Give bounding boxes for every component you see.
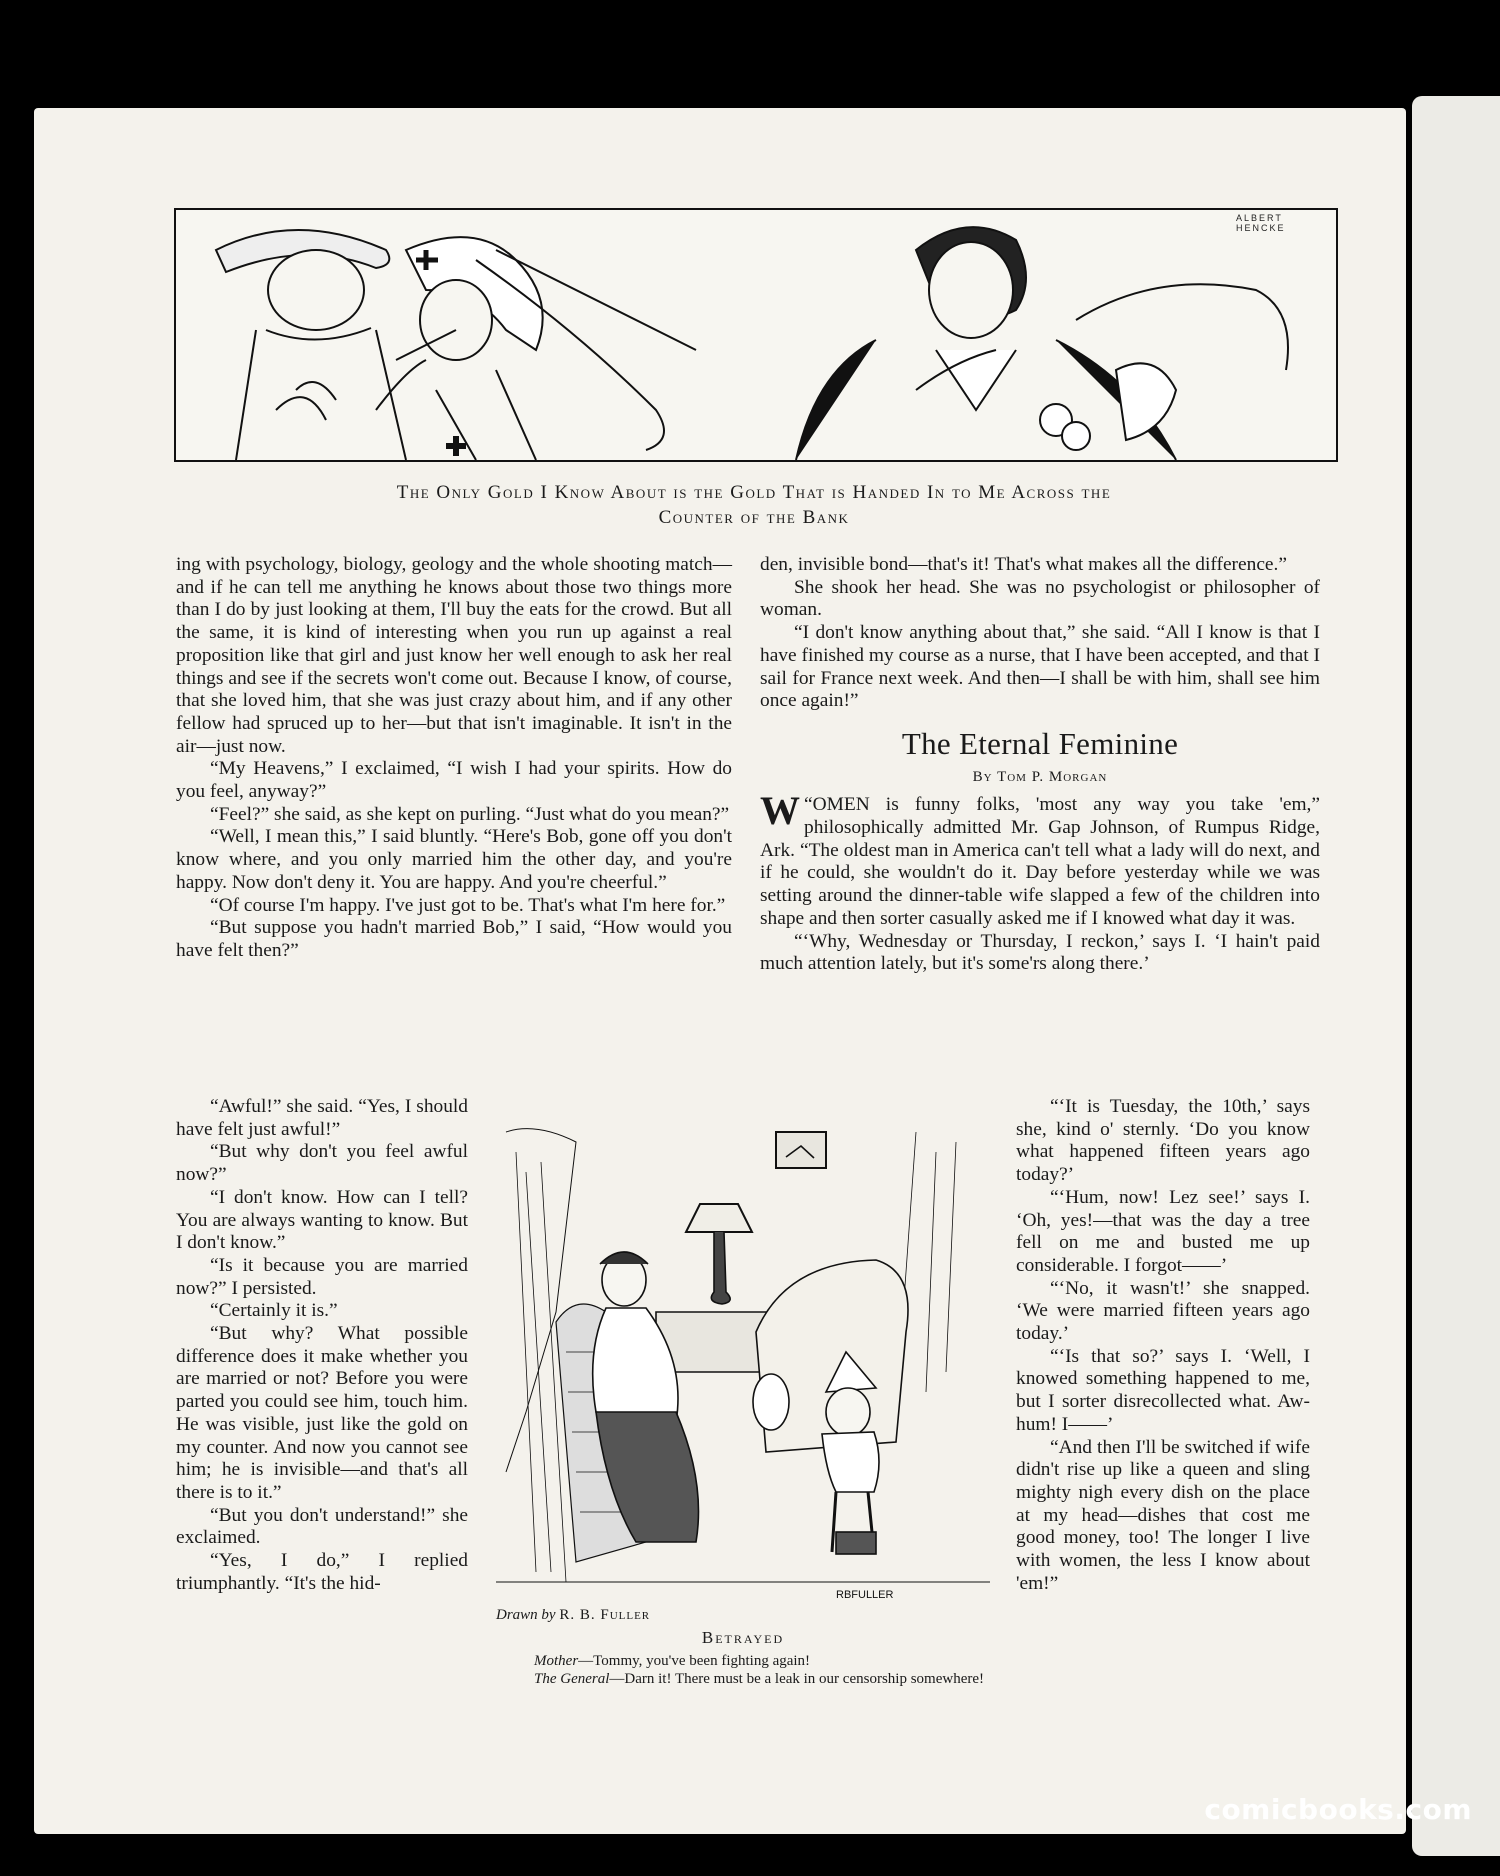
speaker-general: The General xyxy=(534,1671,610,1687)
paragraph: “But why? What possible difference does it make whether you are married or not? Before you were parted you could see him, touch him. He was visible, just like the gold on my counter. And now you cannot see him; he is invisible—and that's all there is to it.” xyxy=(176,1323,468,1503)
line-text: —Tommy, you've been fighting again! xyxy=(578,1653,811,1669)
paragraph: “But suppose you hadn't married Bob,” I said, “How would you have felt then?” xyxy=(176,917,732,961)
paragraph: “I don't know. How can I tell? You are always wanting to know. But I don't know.” xyxy=(176,1186,468,1254)
story-column-left-narrow xyxy=(176,1096,468,1595)
paragraph: “My Heavens,” I exclaimed, “I wish I had your spirits. How do you feel, anyway?” xyxy=(176,758,732,803)
article-byline: By Tom P. Morgan xyxy=(972,768,1108,785)
paragraph: “Yes, I do,” I replied triumphantly. “It's the hid- xyxy=(176,1550,468,1594)
paragraph: “‘Is that so?’ says I. ‘Well, I knowed something happened to me, but I sorter disrecollected what. Aw-hum! I——’ xyxy=(1016,1345,1310,1435)
paragraph: ing with psychology, biology, geology and the whole shooting match—and if he can tell me anything he knows about those two things more than I do by just looking at them, I'll buy the eats for the crowd. But all the same, it is kind of interesting when you run up against a real proposition like that girl and just know her well enough to ask her real things and see if the secrets won't come out. Because I know, of course, that she loved him, that she was just crazy about him, and if any other fellow had spruced up to her—but that isn't imaginable. It isn't in the air—just now. xyxy=(176,554,732,757)
paragraph: “I don't know anything about that,” she said. “All I know is that I have finished my course as a nurse, that I have been accepted, and that I sail for France next week. And then—I shall be with him, shall see him once again!” xyxy=(760,622,1320,712)
cartoon-credit xyxy=(496,1607,650,1624)
dialogue-line-1 xyxy=(534,1652,984,1670)
first-paragraph xyxy=(760,788,1320,930)
paragraph: “‘It is Tuesday, the 10th,’ says she, kind o' sternly. ‘Do you know what happened fifteen years ago today?’ xyxy=(1016,1096,1310,1186)
paragraph: “‘Why, Wednesday or Thursday, I reckon,’ says I. ‘I hain't paid much attention lately, but it's some'rs along there.’ xyxy=(760,930,1320,975)
artist-signature: ALBERT HENCKE xyxy=(1236,213,1286,233)
paragraph: “‘Hum, now! Lez see!’ says I. ‘Oh, yes!—that was the day a tree fell on me and busted me up considerable. I forgot——’ xyxy=(1016,1186,1310,1276)
banner-drawing xyxy=(176,210,1336,460)
facing-page-edge xyxy=(1412,96,1500,1856)
paragraph: “‘No, it wasn't!’ she snapped. ‘We were married fifteen years ago today.’ xyxy=(1016,1277,1310,1345)
paragraph: “But why don't you feel awful now?” xyxy=(176,1141,468,1186)
banner-illustration xyxy=(174,208,1338,462)
cartoon-illustration xyxy=(496,1112,990,1604)
story-column-right xyxy=(760,554,1320,976)
credit-name: R. B. Fuller xyxy=(559,1607,651,1623)
paragraph: “But you don't understand!” she exclaimed. xyxy=(176,1504,468,1549)
cartoon-title: Betrayed xyxy=(701,1628,785,1647)
story-column-right-narrow xyxy=(1016,1096,1310,1595)
first-paragraph-text: OMEN is funny folks, 'most any way you take 'em,” philosophically admitted Mr. Gap Johnson, of Rumpus Ridge, Ark. “The oldest man in America can't tell what a lady will do next, and if he could, she wouldn't do it. Day before yesterday while we was setting around the dinner-table wife slapped a few of the children into shape and then sorter casually asked me if I knowed what day it was. xyxy=(760,794,1320,929)
line-text: —Darn it! There must be a leak in our censorship somewhere! xyxy=(609,1671,985,1687)
site-watermark: comicbooks.com xyxy=(1204,1793,1472,1826)
credit-prefix: Drawn by xyxy=(496,1607,556,1623)
paragraph: “And then I'll be switched if wife didn't rise up like a queen and sling mighty nigh every dish on the place at my head—dishes that cost me good money, too! The longer I live with women, the less I know about 'em!” xyxy=(1016,1436,1310,1594)
article-title: The Eternal Feminine xyxy=(901,725,1179,761)
cartoon-dialogue xyxy=(534,1652,984,1688)
paragraph: “Well, I mean this,” I said bluntly. “Here's Bob, gone off you don't know where, and you only married him the other day, and you're happy. Now don't deny it. You are happy. And you're cheerful.” xyxy=(176,826,732,893)
paragraph: den, invisible bond—that's it! That's what makes all the difference.” xyxy=(760,554,1287,575)
paragraph: “Is it because you are married now?” I persisted. xyxy=(176,1254,468,1299)
story-column-left xyxy=(176,554,732,963)
cartoon-signature: RBFULLER xyxy=(836,1589,894,1601)
dialogue-line-2 xyxy=(534,1670,984,1688)
paragraph: “Of course I'm happy. I've just got to be. That's what I'm here for.” xyxy=(210,894,726,916)
drop-cap: W xyxy=(760,788,800,834)
speaker-mother: Mother xyxy=(534,1653,579,1669)
banner-caption-line-1: The Only Gold I Know About is the Gold That is Handed In to Me Across the xyxy=(396,482,1112,503)
open-quote: “ xyxy=(804,794,813,816)
paragraph: She shook her head. She was no psychologist or philosopher of woman. xyxy=(760,576,1320,621)
banner-caption-line-2: Counter of the Bank xyxy=(658,507,850,528)
banner-caption xyxy=(174,480,1334,530)
cartoon-drawing xyxy=(496,1112,990,1604)
paragraph: “Awful!” she said. “Yes, I should have felt just awful!” xyxy=(176,1096,468,1140)
paragraph: “Feel?” she said, as she kept on purling. “Just what do you mean?” xyxy=(210,803,730,825)
paragraph: “Certainly it is.” xyxy=(210,1300,338,1322)
